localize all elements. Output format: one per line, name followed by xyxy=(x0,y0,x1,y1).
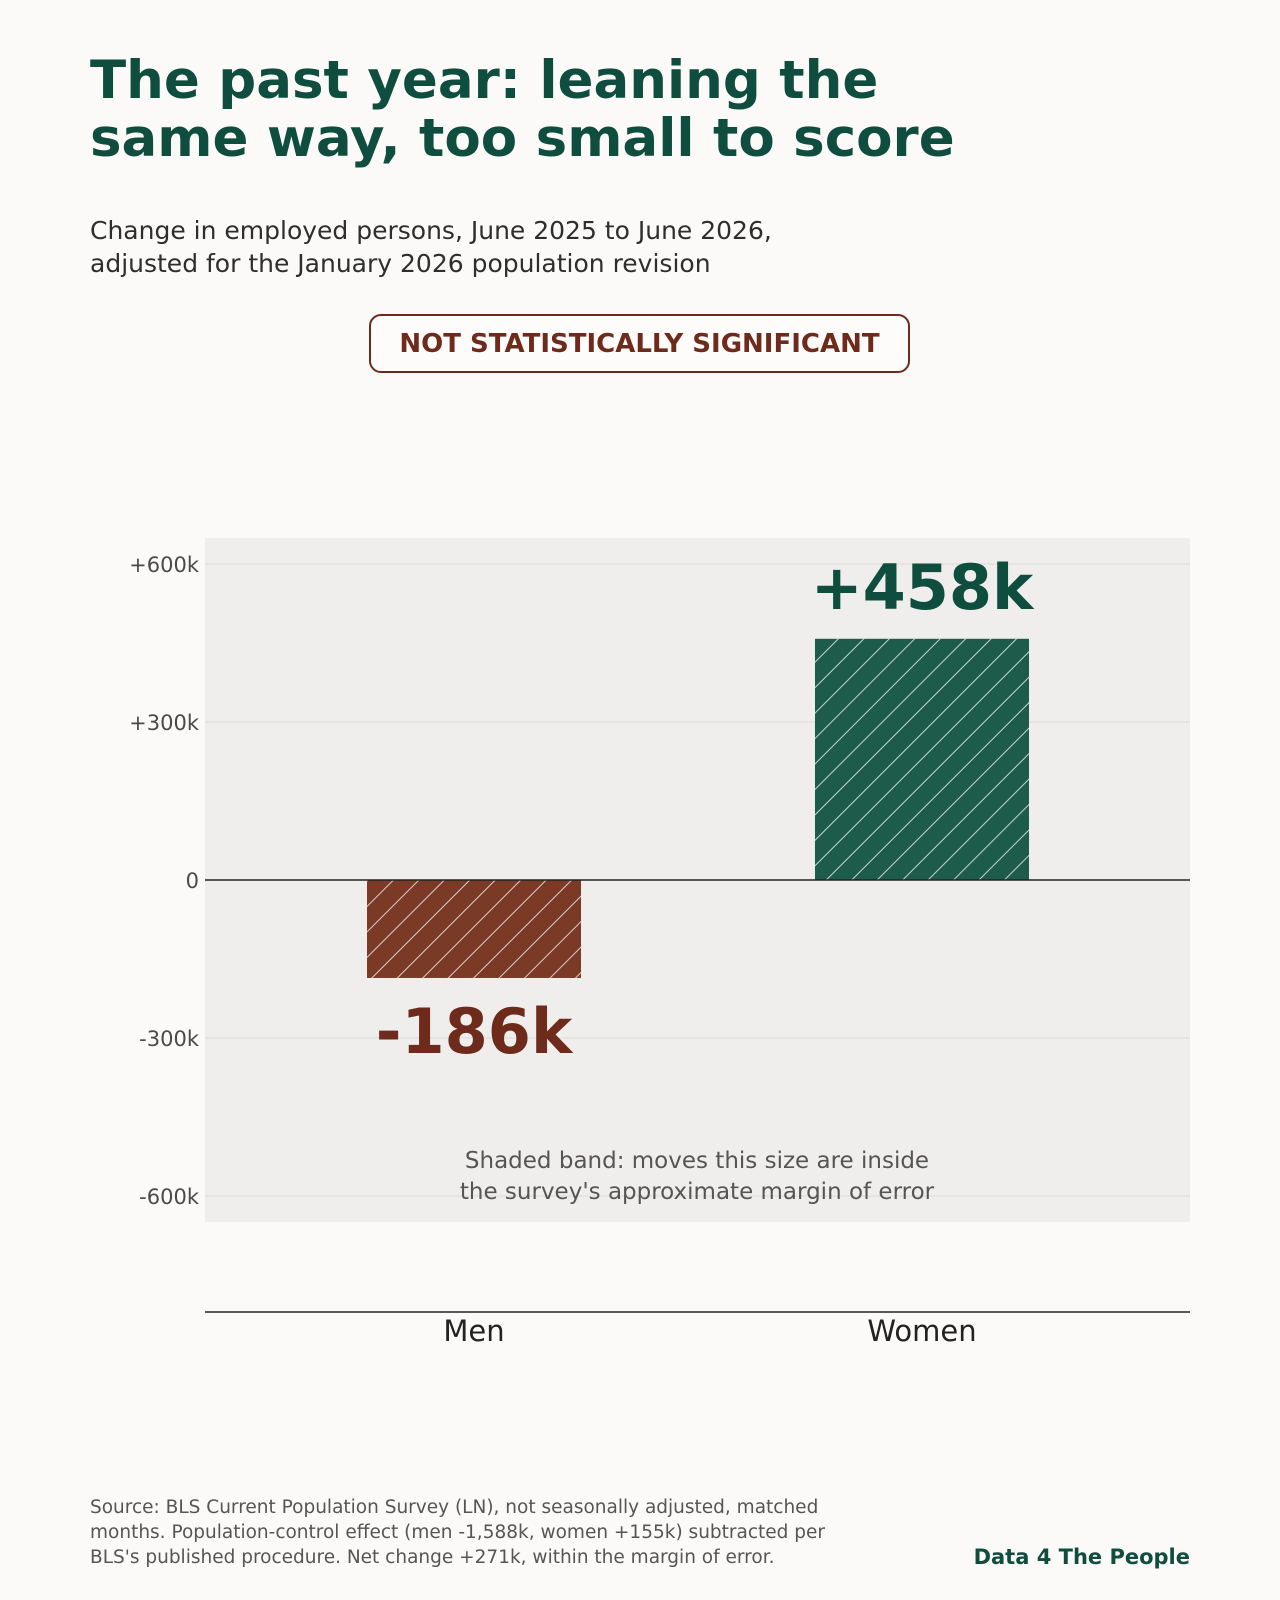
bar-hatch-men xyxy=(367,880,581,978)
source-line-2: months. Population-control effect (men -1,588k, women +155k) subtracted per xyxy=(90,1522,826,1543)
value-label-men: -186k xyxy=(375,994,573,1068)
value-label-women: +458k xyxy=(810,550,1034,624)
y-tick-label: -300k xyxy=(139,1027,199,1051)
subtitle-line-2: adjusted for the January 2026 population revision xyxy=(90,249,711,278)
band-note-line-1: Shaded band: moves this size are inside xyxy=(464,1148,930,1174)
title-line-2: same way, too small to score xyxy=(90,108,955,169)
source-line-3: BLS's published procedure. Net change +271k, within the margin of error. xyxy=(90,1547,775,1568)
source-note xyxy=(90,1495,890,1570)
brand-label: Data 4 The People xyxy=(973,1545,1190,1569)
bar-hatch-women xyxy=(815,639,1029,880)
category-label-men: Men xyxy=(443,1314,505,1348)
significance-badge: NOT STATISTICALLY SIGNIFICANT xyxy=(369,314,910,373)
y-tick-label: +300k xyxy=(129,711,199,735)
y-axis-ticks xyxy=(129,553,200,1209)
band-note-line-2: the survey's approximate margin of error xyxy=(459,1179,935,1205)
y-tick-label: 0 xyxy=(185,869,199,893)
source-line-1: Source: BLS Current Population Survey (LN), not seasonally adjusted, matched xyxy=(90,1497,819,1518)
category-label-women: Women xyxy=(867,1314,977,1348)
title-line-1: The past year: leaning the xyxy=(90,50,879,111)
y-tick-label: -600k xyxy=(139,1185,199,1209)
y-tick-label: +600k xyxy=(129,553,199,577)
subtitle-line-1: Change in employed persons, June 2025 to June 2026, xyxy=(90,216,772,245)
category-labels xyxy=(443,1314,976,1348)
